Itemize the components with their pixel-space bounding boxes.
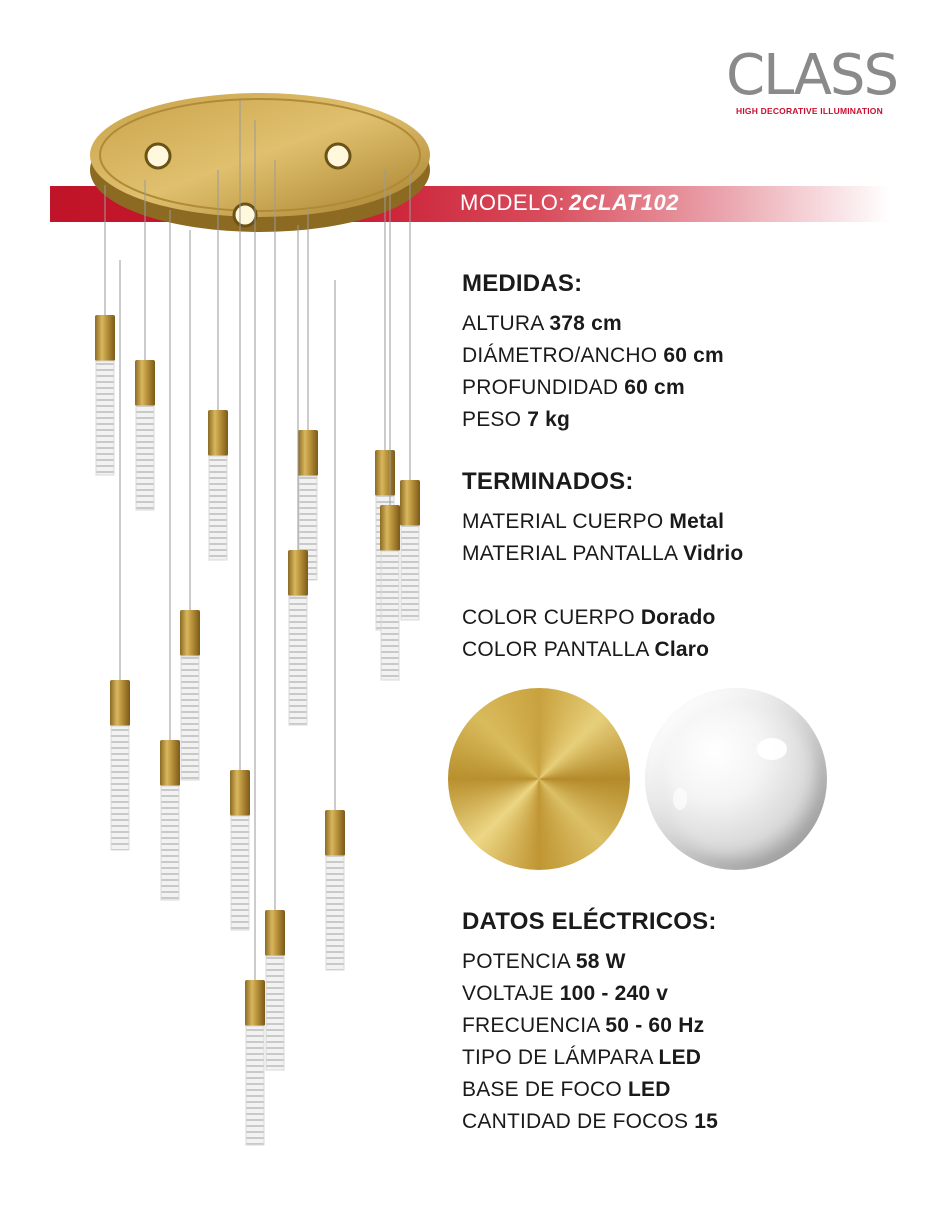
gold-finish-swatch	[448, 688, 630, 870]
color-label: COLOR CUERPO	[462, 606, 635, 629]
dato-label: FRECUENCIA	[462, 1014, 600, 1037]
medida-value: 378 cm	[549, 312, 622, 335]
color-value: Claro	[654, 638, 710, 661]
model-label	[460, 190, 679, 216]
medida-label: PROFUNDIDAD	[462, 376, 619, 399]
ceiling-canopy	[90, 93, 430, 232]
medida-row	[462, 308, 724, 340]
medida-label: PESO	[462, 408, 522, 431]
brand-logo-wordmark: CLASS	[726, 43, 897, 108]
medida-row	[462, 340, 724, 372]
medida-label: DIÁMETRO/ANCHO	[462, 344, 658, 367]
heading-terminados: TERMINADOS:	[462, 468, 634, 495]
color-value: Dorado	[640, 606, 716, 629]
dato-value: 15	[694, 1110, 719, 1133]
model-prefix: MODELO:	[460, 190, 565, 215]
dato-value: 50 - 60 Hz	[605, 1014, 705, 1037]
color-label: COLOR PANTALLA	[462, 638, 649, 661]
material-value: Vidrio	[683, 542, 744, 565]
brand-tagline: HIGH DECORATIVE ILLUMINATION	[736, 106, 883, 116]
clear-glass-swatch	[645, 688, 827, 870]
chandelier-product-image	[50, 60, 450, 1160]
dato-label: POTENCIA	[462, 950, 570, 973]
glass-highlight	[673, 788, 687, 810]
glass-highlight	[757, 738, 787, 760]
model-code: 2CLAT102	[568, 190, 679, 215]
color-row	[462, 634, 743, 666]
medida-value: 60 cm	[624, 376, 685, 399]
medida-label: ALTURA	[462, 312, 544, 335]
dato-row	[462, 1074, 718, 1106]
material-label: MATERIAL PANTALLA	[462, 542, 678, 565]
dato-label: CANTIDAD DE FOCOS	[462, 1110, 689, 1133]
heading-medidas: MEDIDAS:	[462, 270, 583, 297]
brand-logo	[726, 44, 896, 124]
medida-row	[462, 404, 724, 436]
dato-row	[462, 1010, 718, 1042]
dato-row	[462, 978, 718, 1010]
heading-datos-electricos: DATOS ELÉCTRICOS:	[462, 908, 717, 935]
dato-value: LED	[658, 1046, 702, 1069]
dato-row	[462, 1106, 718, 1138]
section-datos-electricos	[462, 908, 718, 1138]
medida-row	[462, 372, 724, 404]
medida-value: 7 kg	[527, 408, 571, 431]
color-row	[462, 602, 743, 634]
dato-row	[462, 1042, 718, 1074]
material-row	[462, 538, 743, 570]
dato-label: VOLTAJE	[462, 982, 554, 1005]
dato-label: TIPO DE LÁMPARA	[462, 1046, 653, 1069]
dato-value: LED	[627, 1078, 671, 1101]
pendant-rods	[95, 100, 420, 1145]
dato-label: BASE DE FOCO	[462, 1078, 622, 1101]
material-label: MATERIAL CUERPO	[462, 510, 664, 533]
material-row	[462, 506, 743, 538]
dato-value: 100 - 240 v	[559, 982, 669, 1005]
material-value: Metal	[669, 510, 725, 533]
section-medidas	[462, 270, 724, 436]
dato-row	[462, 946, 718, 978]
section-terminados	[462, 468, 743, 666]
dato-value: 58 W	[575, 950, 626, 973]
medida-value: 60 cm	[663, 344, 724, 367]
